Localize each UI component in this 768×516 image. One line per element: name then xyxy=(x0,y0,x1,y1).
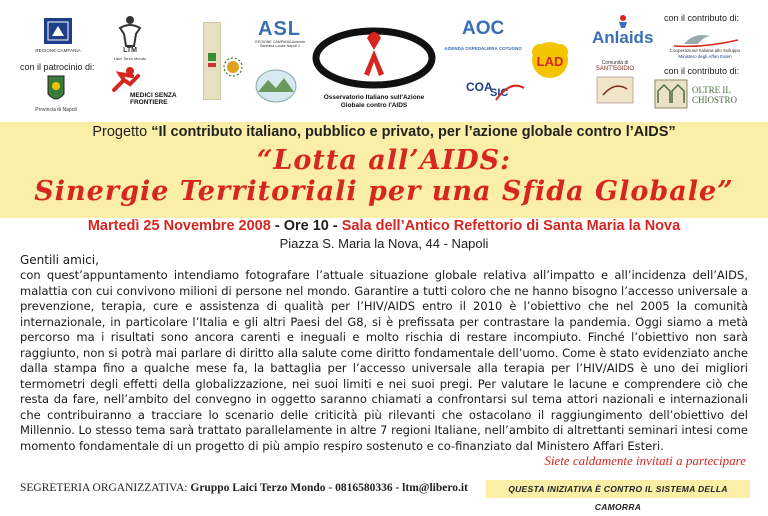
ltm-subcaption: Laici Terzo Mondo xyxy=(113,56,147,61)
chiostro-emblem-icon xyxy=(654,79,688,109)
project-line xyxy=(0,124,768,140)
oltre-chiostro-logo xyxy=(654,79,750,111)
observatory-caption: Osservatorio Italiano sull'Azione Globale contro l'AIDS xyxy=(323,94,425,109)
contribution-label-2: con il contributo di: xyxy=(664,66,740,76)
ministero-caption: Ministero degli Affari Esteri xyxy=(678,54,732,59)
logo-band xyxy=(0,0,768,120)
coa-sic-wordmark: SIC xyxy=(490,87,509,99)
asl-wordmark: ASL xyxy=(258,18,301,40)
anlaids-wordmark: Anlaids xyxy=(592,28,654,47)
aoc-wordmark: AOC xyxy=(462,18,505,39)
cooperazione-caption: Cooperazione Italiana allo Sviluppo xyxy=(669,48,741,53)
regione-campania-logo xyxy=(36,16,80,56)
segreteria-label: SEGRETERIA ORGANIZZATIVA: xyxy=(20,482,188,494)
msf-caption: MEDICI SENZA FRONTIERE xyxy=(130,92,177,106)
event-address: Piazza S. Maria la Nova, 44 - Napoli xyxy=(279,236,489,251)
anlaids-logo xyxy=(592,14,654,54)
observatory-logo xyxy=(312,24,436,116)
invitation-line: Siete caldamente invitati a partecipare xyxy=(544,453,746,468)
santegidio-dove-icon xyxy=(595,75,635,105)
regione-campania-caption: REGIONE CAMPANIA xyxy=(35,48,81,53)
vertical-strip-logo xyxy=(203,22,221,100)
provincia-napoli-logo xyxy=(34,74,78,116)
landscape-icon xyxy=(254,68,298,104)
project-name: “Il contributo italiano, pubblico e privato, per l’azione globale contro l’AIDS” xyxy=(151,124,676,140)
santegidio-caption-1: Comunità di xyxy=(601,60,629,66)
red-ribbon-icon xyxy=(312,24,436,90)
santegidio-caption-2: SANT'EGIDIO xyxy=(595,66,635,72)
msf-runner-icon xyxy=(108,66,144,94)
asl-subcaption: REGIONE CAMPANIA Azienda Sanitaria Locale Napoli 1 xyxy=(255,40,305,49)
ltm-caption: LTM xyxy=(123,47,137,54)
oltre-chiostro-wordmark-1: OLTRE IL xyxy=(692,85,731,95)
contribution-label-1: con il contributo di: xyxy=(664,13,740,23)
svg-text:LAD: LAD xyxy=(536,54,564,69)
anti-camorra-notice: QUESTA INIZIATIVA È CONTRO IL SISTEMA DELLA CAMORRA xyxy=(486,480,750,498)
cooperazione-logo xyxy=(664,26,746,66)
event-date: Martedì 25 Novembre 2008 xyxy=(87,218,271,234)
asl-logo xyxy=(252,18,308,54)
event-title-line-1: “Lotta all’AIDS: xyxy=(256,145,512,176)
sun-icon xyxy=(222,56,244,78)
yellow-flower-logo xyxy=(526,38,574,84)
strip-emblem-icon xyxy=(204,23,220,99)
provincia-crest-icon xyxy=(34,74,78,106)
santegidio-logo xyxy=(588,60,642,106)
event-title-line-2: Sinergie Territoriali per una Sfida Globale” xyxy=(34,176,734,207)
letter-greeting: Gentili amici, xyxy=(20,253,99,267)
coa-sic-logo xyxy=(466,76,526,106)
event-details xyxy=(0,218,768,234)
aoc-logo xyxy=(444,16,522,56)
ltm-logo xyxy=(110,14,150,62)
provincia-caption: Provincia di Napoli xyxy=(35,107,77,113)
ltm-figure-icon xyxy=(110,14,150,48)
project-prefix: Progetto xyxy=(92,124,148,140)
aoc-subcaption: AZIENDA OSPEDALIERA COTUGNO xyxy=(444,46,522,51)
event-separator-2: - xyxy=(328,218,342,234)
anlaids-figure-icon xyxy=(616,14,630,28)
patronage-label: con il patrocinio di: xyxy=(20,62,95,72)
oltre-chiostro-wordmark-2: CHIOSTRO xyxy=(692,95,738,105)
coa-wordmark: COA xyxy=(466,80,493,94)
event-time: Ore 10 xyxy=(283,218,329,234)
flower-icon xyxy=(526,38,574,84)
event-venue: Sala dell’Antico Refettorio di Santa Maria la Nova xyxy=(341,218,681,234)
coa-arc-icon xyxy=(466,76,526,106)
sun-organization-logo xyxy=(222,56,244,86)
organizing-secretariat xyxy=(20,482,468,494)
msf-logo xyxy=(108,66,188,110)
round-landscape-logo xyxy=(254,68,298,104)
segreteria-contact: Gruppo Laici Terzo Mondo - 0816580336 - ltm@libero.it xyxy=(190,482,468,494)
regione-campania-emblem-icon xyxy=(36,16,80,48)
dove-icon xyxy=(664,26,746,50)
event-separator-1: - xyxy=(270,218,284,234)
letter-body: con quest’appuntamento intendiamo fotografare l’attuale situazione globale relativa all’impatto e all’incidenza dell’AIDS, malattia con cui convivono milioni di persone nel mondo. Garantire a tutti coloro che ne hanno bisogno l’accesso universale a prevenzione, terapia, cure e assistenza di qualità per l’HIV/AIDS entro il 2010 è l’obiettivo che nel 2005 la comunità internazionale, in particolare l’Italia e gli altri Paesi del G8, si è prefissata per contrastare la pandemia. Oggi siamo a metà percorso ma i risultati sono ancora carenti e ineguali e molto rischia di restare incompiuto. Finché l’obiettivo non sarà raggiunto, non si potrà mai parlare di diritto alla salute come diritto fondamentale dell’uomo. Come è stato evidenziato anche dalla stampa fino a qualche mese fa, la battaglia per l’accesso universale alla terapia per l’HIV/AIDS è uno dei migliori termometri degli effetti della globalizzazione, nei suoi limiti e nei suoi pregi. Per valutare le lacune e comprendere ciò che resta da fare, nell’ambito del convegno in oggetto saranno chiamati a confrontarsi sul tema attori nazionali e internazionali che contribuiranno a tracciare lo scenario delle criticità più rilevanti che ostacolano il raggiungimento dell’obiettivo del Millennio. Lo stesso tema sarà trattato parallelamente in altre 7 regioni Italiane, nell’ambito di altrettanti seminari intesi come momento fondamentale di un progetto di più ampio respiro sostenuto e co-finanziato dal Ministero Affari Esteri. xyxy=(20,268,748,453)
